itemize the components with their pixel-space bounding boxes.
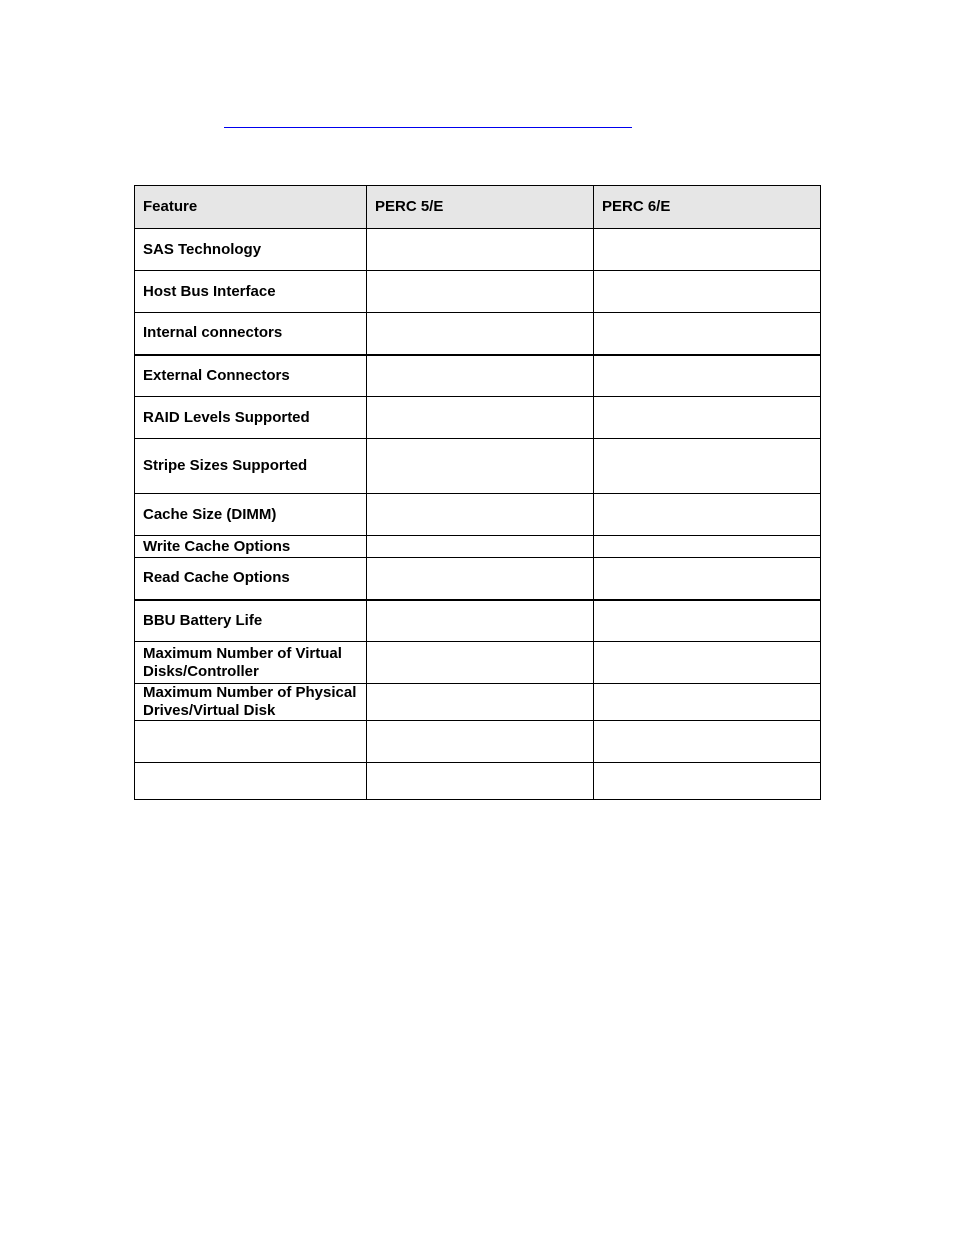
perc6e-cell <box>594 439 821 494</box>
table-header-row <box>135 186 821 229</box>
perc5e-cell <box>367 355 594 397</box>
feature-cell <box>135 721 367 763</box>
feature-comparison-table <box>134 185 821 800</box>
table-row <box>135 642 821 684</box>
table-row <box>135 536 821 558</box>
perc6e-cell <box>594 397 821 439</box>
column-header-perc-6e: PERC 6/E <box>594 186 821 229</box>
column-header-feature: Feature <box>135 186 367 229</box>
table-row <box>135 229 821 271</box>
perc5e-cell <box>367 684 594 721</box>
feature-cell: External Connectors <box>135 355 367 397</box>
perc6e-cell <box>594 763 821 800</box>
feature-cell: Maximum Number of Virtual Disks/Controller <box>135 642 367 684</box>
perc6e-cell <box>594 271 821 313</box>
feature-cell: Internal connectors <box>135 313 367 355</box>
perc5e-cell <box>367 642 594 684</box>
hyperlink-underline[interactable] <box>224 127 632 128</box>
table-row <box>135 558 821 600</box>
perc6e-cell <box>594 229 821 271</box>
feature-cell <box>135 763 367 800</box>
column-header-perc-5e: PERC 5/E <box>367 186 594 229</box>
perc6e-cell <box>594 494 821 536</box>
feature-cell: SAS Technology <box>135 229 367 271</box>
table-row <box>135 721 821 763</box>
perc6e-cell <box>594 684 821 721</box>
perc6e-cell <box>594 558 821 600</box>
table-row <box>135 313 821 355</box>
feature-cell: Write Cache Options <box>135 536 367 558</box>
perc6e-cell <box>594 721 821 763</box>
table-row <box>135 600 821 642</box>
feature-cell: Host Bus Interface <box>135 271 367 313</box>
table-row <box>135 494 821 536</box>
perc6e-cell <box>594 600 821 642</box>
perc5e-cell <box>367 600 594 642</box>
table-row <box>135 684 821 721</box>
feature-cell: Maximum Number of Physical Drives/Virtual Disk <box>135 684 367 721</box>
perc5e-cell <box>367 439 594 494</box>
perc5e-cell <box>367 763 594 800</box>
perc5e-cell <box>367 536 594 558</box>
feature-cell: Read Cache Options <box>135 558 367 600</box>
table-row <box>135 355 821 397</box>
feature-cell: BBU Battery Life <box>135 600 367 642</box>
perc5e-cell <box>367 397 594 439</box>
perc5e-cell <box>367 313 594 355</box>
perc5e-cell <box>367 494 594 536</box>
feature-cell: Stripe Sizes Supported <box>135 439 367 494</box>
feature-cell: Cache Size (DIMM) <box>135 494 367 536</box>
perc5e-cell <box>367 229 594 271</box>
perc6e-cell <box>594 313 821 355</box>
table-row <box>135 271 821 313</box>
feature-cell: RAID Levels Supported <box>135 397 367 439</box>
perc5e-cell <box>367 271 594 313</box>
perc5e-cell <box>367 721 594 763</box>
table-row <box>135 763 821 800</box>
perc6e-cell <box>594 642 821 684</box>
perc6e-cell <box>594 536 821 558</box>
table-row <box>135 397 821 439</box>
table-row <box>135 439 821 494</box>
perc5e-cell <box>367 558 594 600</box>
perc6e-cell <box>594 355 821 397</box>
